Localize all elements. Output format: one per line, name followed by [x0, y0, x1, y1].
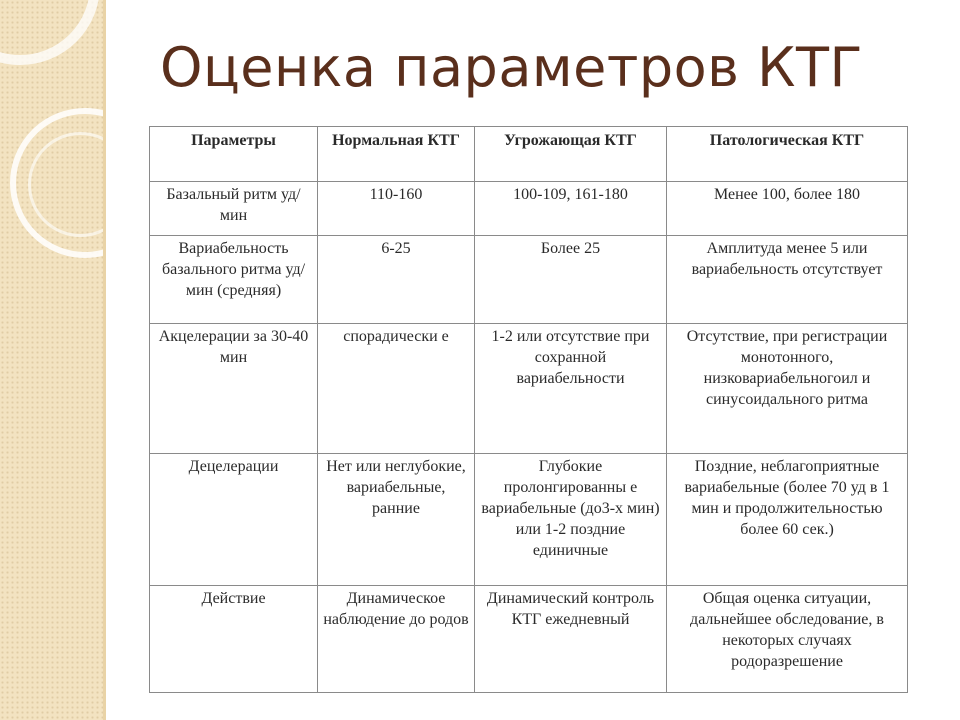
cell-normal: Динамическое наблюдение до родов: [318, 586, 475, 693]
cell-normal: 110-160: [318, 182, 475, 236]
header-pathological-ktg: Патологическая КТГ: [667, 127, 908, 182]
row-parameter: Действие: [150, 586, 318, 693]
cell-threatening: 1-2 или отсутствие при сохранной вариабельности: [475, 324, 667, 454]
cell-threatening: Более 25: [475, 236, 667, 324]
row-parameter: Акцелерации за 30-40 мин: [150, 324, 318, 454]
decorative-ring: [0, 0, 100, 65]
table-row: [150, 454, 908, 586]
header-parameters: Параметры: [150, 127, 318, 182]
ktg-parameters-table: [149, 126, 908, 693]
cell-normal: спорадически е: [318, 324, 475, 454]
cell-threatening: Глубокие пролонгированны е вариабельные (до3-х мин) или 1-2 поздние единичные: [475, 454, 667, 586]
cell-normal: Нет или неглубокие, вариабельные, ранние: [318, 454, 475, 586]
side-band-edge: [103, 0, 106, 720]
header-normal-ktg: Нормальная КТГ: [318, 127, 475, 182]
table-header-row: [150, 127, 908, 182]
row-parameter: Вариабельность базального ритма уд/мин (средняя): [150, 236, 318, 324]
cell-pathological: Амплитуда менее 5 или вариабельность отсутствует: [667, 236, 908, 324]
cell-threatening: Динамический контроль КТГ ежедневный: [475, 586, 667, 693]
cell-normal: 6-25: [318, 236, 475, 324]
cell-threatening: 100-109, 161-180: [475, 182, 667, 236]
table-row: [150, 236, 908, 324]
cell-pathological: Менее 100, более 180: [667, 182, 908, 236]
cell-pathological: Поздние, неблагоприятные вариабельные (более 70 уд в 1 мин и продолжительностью более 60 сек.): [667, 454, 908, 586]
table-row: [150, 324, 908, 454]
table-row: [150, 586, 908, 693]
row-parameter: Базальный ритм уд/мин: [150, 182, 318, 236]
table-row: [150, 182, 908, 236]
row-parameter: Децелерации: [150, 454, 318, 586]
decorative-side-band: [0, 0, 106, 720]
header-threatening-ktg: Угрожающая КТГ: [475, 127, 667, 182]
slide-title: Оценка параметров КТГ: [160, 36, 863, 99]
cell-pathological: Общая оценка ситуации, дальнейшее обследование, в некоторых случаях родоразрешение: [667, 586, 908, 693]
cell-pathological: Отсутствие, при регистрации монотонного, низковариабельногоил и синусоидального ритма: [667, 324, 908, 454]
